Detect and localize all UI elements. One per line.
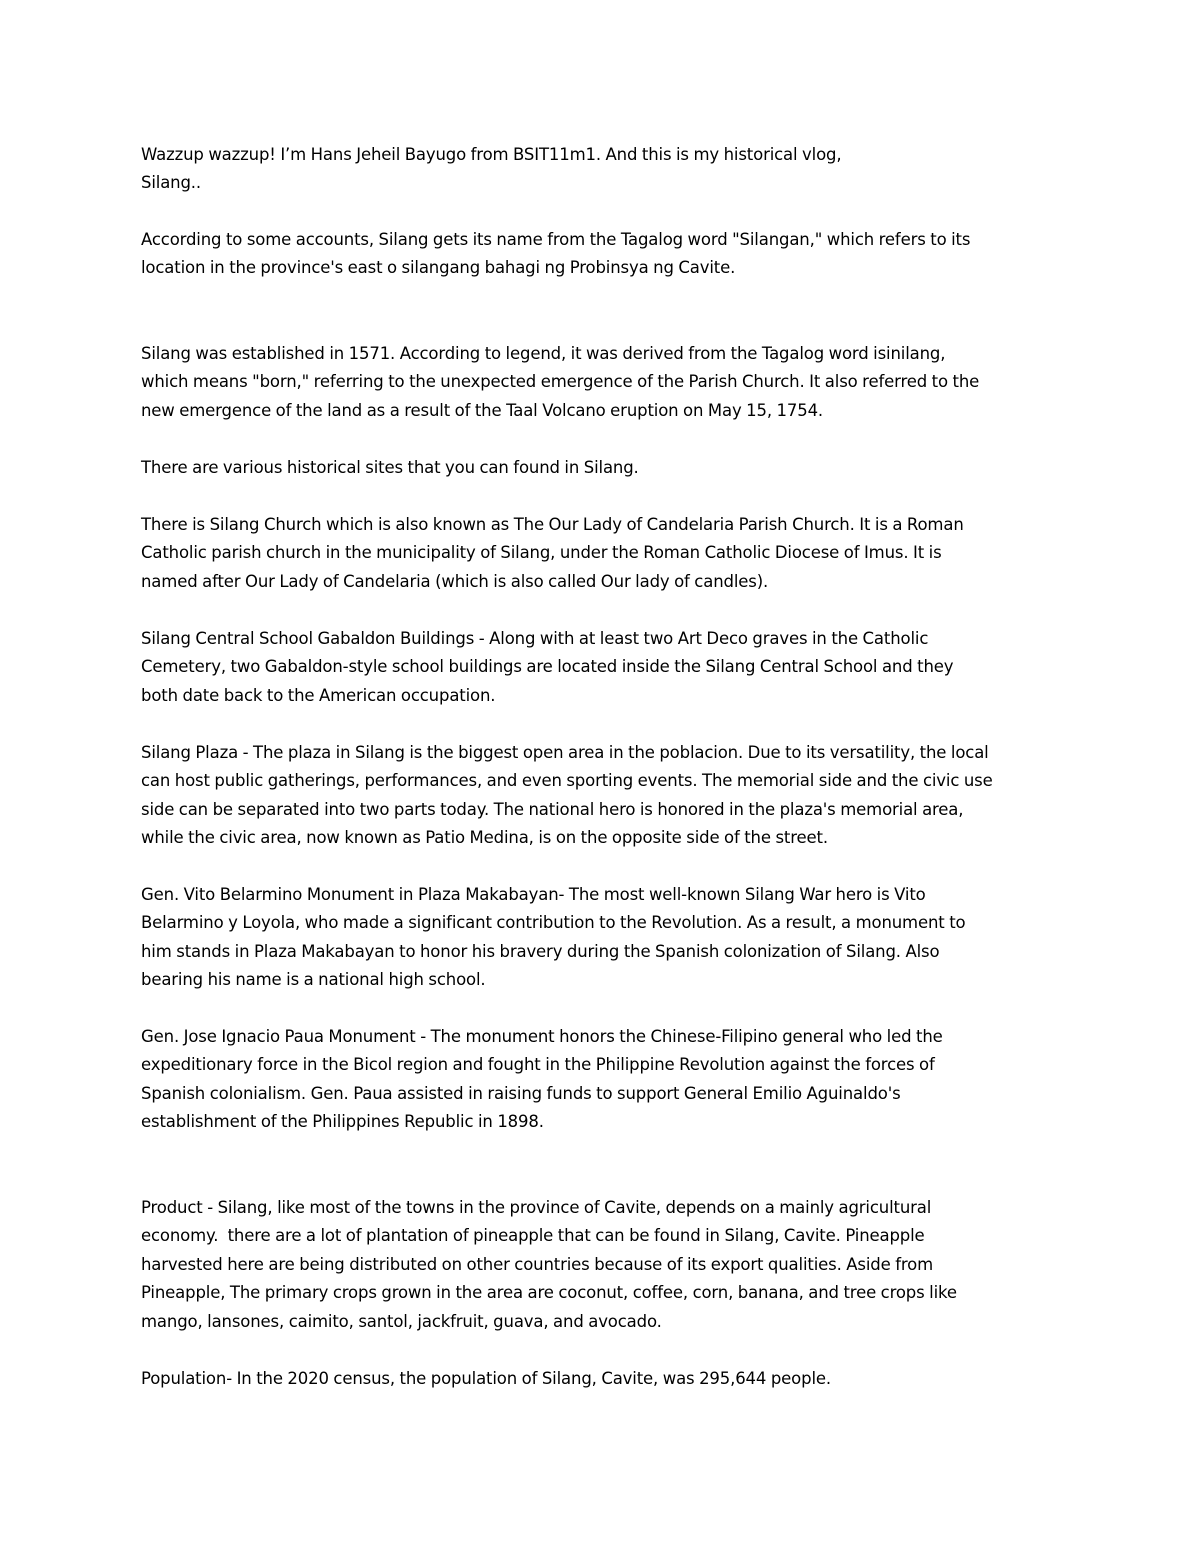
product-paragraph: Product - Silang, like most of the towns in the province of Cavite, depends on a mainly agricultural economy. there are a lot of plantation of pineapple that can be found in Silang, Cavite. Pineapple harvested here are being distributed on other countries because of its export qualities. Aside from Pineapple, The primary crops grown in the area are coconut, coffee, corn, banana, and tree crops like mango, lansones, caimito, santol, jackfruit, guava, and avocado. xyxy=(141,1198,957,1331)
silang-plaza-paragraph: Silang Plaza - The plaza in Silang is the biggest open area in the poblacion. Due to its versatility, the local can host public gatherings, performances, and even sporting events. The memorial side and the civic use side can be separated into two parts today. The national hero is honored in the plaza's memorial area, while the civic area, now known as Patio Medina, is on the opposite side of the street. xyxy=(141,743,993,848)
silang-church-paragraph: There is Silang Church which is also known as The Our Lady of Candelaria Parish Church. It is a Roman Catholic parish church in the municipality of Silang, under the Roman Catholic Diocese of Imus. It is named after Our Lady of Candelaria (which is also called Our lady of candles). xyxy=(141,515,964,591)
population-paragraph: Population- In the 2020 census, the population of Silang, Cavite, was 295,644 people. xyxy=(141,1369,831,1388)
paua-monument-paragraph: Gen. Jose Ignacio Paua Monument - The monument honors the Chinese-Filipino general who led the expeditionary force in the Bicol region and fought in the Philippine Revolution against the forces of Spanish colonialism. Gen. Paua assisted in raising funds to support General Emilio Aguinaldo's establishment of the Philippines Republic in 1898. xyxy=(141,1027,943,1132)
gabaldon-buildings-paragraph: Silang Central School Gabaldon Buildings - Along with at least two Art Deco graves in the Catholic Cemetery, two Gabaldon-style school buildings are located inside the Silang Central School and they both date back to the American occupation. xyxy=(141,629,954,705)
historical-sites-intro-paragraph: There are various historical sites that you can found in Silang. xyxy=(141,458,639,477)
intro-paragraph: Wazzup wazzup! I’m Hans Jeheil Bayugo from BSIT11m1. And this is my historical vlog, Silang.. xyxy=(141,145,842,193)
establishment-paragraph: Silang was established in 1571. According to legend, it was derived from the Tagalog word isinilang, which means "born," referring to the unexpected emergence of the Parish Church. It also referred to the new emergence of the land as a result of the Taal Volcano eruption on May 15, 1754. xyxy=(141,344,980,420)
belarmino-monument-paragraph: Gen. Vito Belarmino Monument in Plaza Makabayan- The most well-known Silang War hero is Vito Belarmino y Loyola, who made a significant contribution to the Revolution. As a result, a monument to him stands in Plaza Makabayan to honor his bravery during the Spanish colonization of Silang. Also bearing his name is a national high school. xyxy=(141,885,966,990)
name-origin-paragraph: According to some accounts, Silang gets its name from the Tagalog word "Silangan," which refers to its location in the province's east o silangang bahagi ng Probinsya ng Cavite. xyxy=(141,230,971,278)
